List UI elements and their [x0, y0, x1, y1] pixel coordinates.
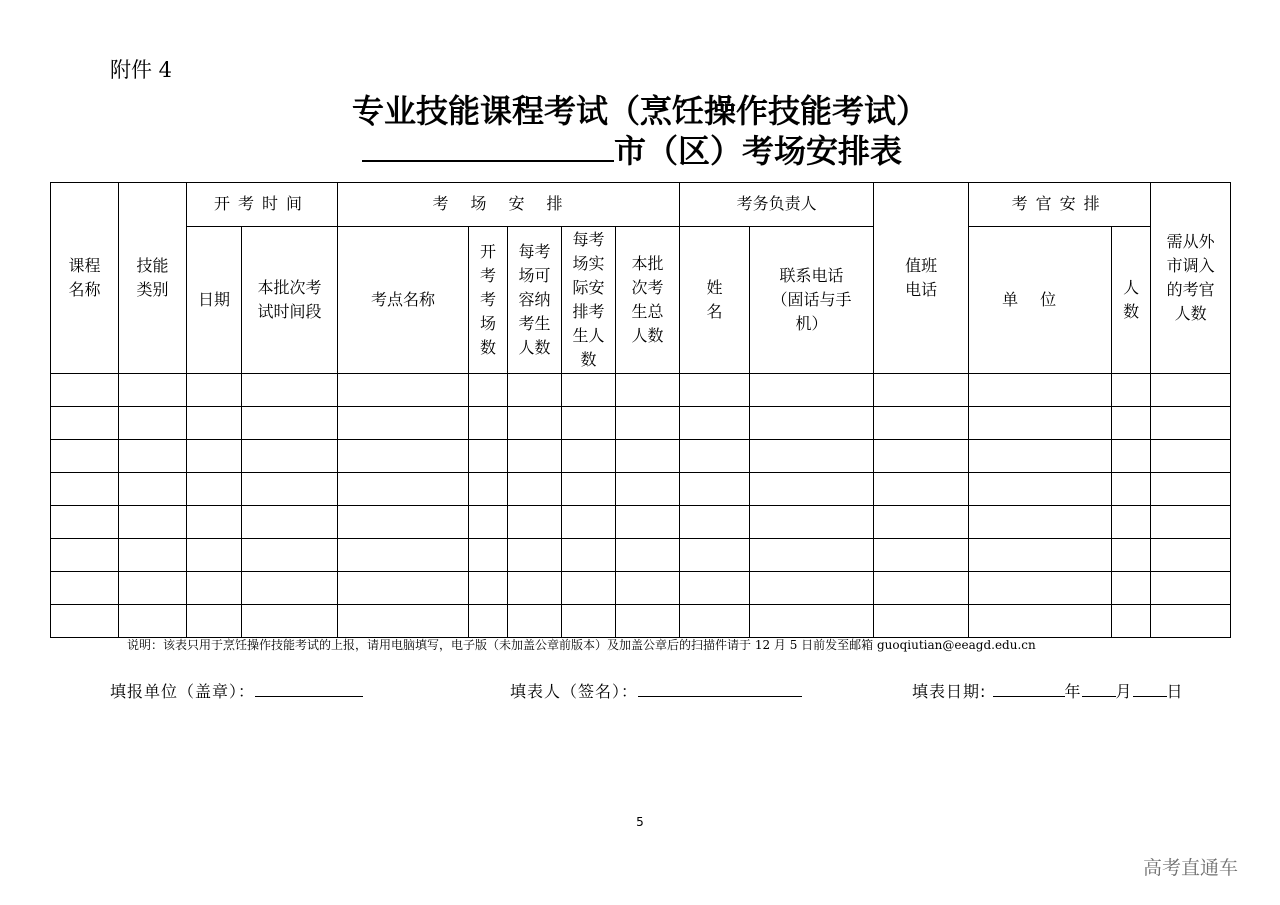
table-cell[interactable] [469, 605, 508, 638]
table-cell[interactable] [750, 440, 874, 473]
table-cell[interactable] [969, 407, 1112, 440]
table-cell[interactable] [969, 473, 1112, 506]
fill-unit-label: 填报单位（盖章）： [110, 682, 256, 701]
table-cell[interactable] [242, 407, 338, 440]
table-cell[interactable] [874, 572, 969, 605]
table-cell[interactable] [187, 572, 242, 605]
table-cell[interactable] [119, 440, 187, 473]
table-cell[interactable] [750, 605, 874, 638]
city-blank-line [362, 130, 614, 162]
filler-line[interactable] [638, 678, 802, 697]
header-external-examiners: 需从外市调入的考官人数 [1151, 183, 1231, 374]
table-cell[interactable] [338, 539, 469, 572]
table-cell[interactable] [119, 572, 187, 605]
header-time-period: 本批次考试时间段 [242, 227, 338, 374]
table-cell[interactable] [680, 572, 750, 605]
header-examiner-group: 考官安排 [969, 183, 1151, 227]
table-cell[interactable] [242, 572, 338, 605]
table-cell[interactable] [1112, 539, 1151, 572]
table-cell[interactable] [750, 506, 874, 539]
header-site-group: 考场安排 [338, 183, 680, 227]
fill-unit-line[interactable] [255, 678, 363, 697]
table-cell[interactable] [1112, 572, 1151, 605]
table-cell[interactable] [51, 374, 119, 407]
table-cell[interactable] [969, 374, 1112, 407]
table-cell[interactable] [51, 473, 119, 506]
table-cell[interactable] [187, 407, 242, 440]
table-cell[interactable] [338, 506, 469, 539]
table-cell[interactable] [680, 473, 750, 506]
month-line[interactable] [1082, 678, 1116, 697]
table-cell[interactable] [51, 572, 119, 605]
table-cell[interactable] [1112, 605, 1151, 638]
header-course-name: 课程名称 [51, 183, 119, 374]
table-cell[interactable] [562, 407, 616, 440]
table-cell[interactable] [1112, 506, 1151, 539]
table-cell[interactable] [750, 539, 874, 572]
table-cell[interactable] [616, 539, 680, 572]
table-cell[interactable] [508, 473, 562, 506]
table-cell[interactable] [616, 374, 680, 407]
header-exam-time-group: 开考时间 [187, 183, 338, 227]
header-contact-phone: 联系电话（固话与手机） [750, 227, 874, 374]
table-cell[interactable] [508, 374, 562, 407]
table-cell[interactable] [874, 539, 969, 572]
header-person-name: 姓名 [680, 227, 750, 374]
header-actual-assigned: 每考场实际安排考生人数 [562, 227, 616, 374]
watermark: 高考直通车 [1143, 857, 1239, 879]
table-cell[interactable] [242, 440, 338, 473]
page-number: 5 [636, 815, 644, 829]
table-cell[interactable] [750, 407, 874, 440]
table-cell[interactable] [562, 539, 616, 572]
table-cell[interactable] [1112, 374, 1151, 407]
table-cell[interactable] [969, 572, 1112, 605]
header-room-capacity: 每考场可容纳考生人数 [508, 227, 562, 374]
table-cell[interactable] [187, 539, 242, 572]
table-row [51, 440, 1231, 473]
table-cell[interactable] [469, 473, 508, 506]
table-row [51, 539, 1231, 572]
table-row [51, 506, 1231, 539]
year-line[interactable] [993, 678, 1065, 697]
table-cell[interactable] [750, 473, 874, 506]
table-cell[interactable] [562, 374, 616, 407]
table-cell[interactable] [187, 506, 242, 539]
table-cell[interactable] [119, 605, 187, 638]
table-cell[interactable] [562, 473, 616, 506]
table-cell[interactable] [616, 605, 680, 638]
table-cell[interactable] [1151, 539, 1231, 572]
header-room-count: 开考考场数 [469, 227, 508, 374]
exam-arrangement-table [50, 182, 1231, 638]
table-cell[interactable] [119, 407, 187, 440]
filler-field [510, 678, 802, 702]
table-cell[interactable] [469, 572, 508, 605]
document-subtitle [362, 126, 902, 172]
table-cell[interactable] [680, 440, 750, 473]
table-cell[interactable] [1112, 473, 1151, 506]
table-row [51, 572, 1231, 605]
table-cell[interactable] [616, 506, 680, 539]
attachment-label: 附件 4 [110, 58, 173, 82]
table-cell[interactable] [508, 407, 562, 440]
table-cell[interactable] [508, 440, 562, 473]
table-cell[interactable] [969, 605, 1112, 638]
header-date: 日期 [187, 227, 242, 374]
table-cell[interactable] [680, 539, 750, 572]
table-cell[interactable] [119, 539, 187, 572]
header-skill-type: 技能类别 [119, 183, 187, 374]
table-cell[interactable] [508, 539, 562, 572]
table-cell[interactable] [969, 506, 1112, 539]
table-cell[interactable] [680, 407, 750, 440]
table-cell[interactable] [469, 440, 508, 473]
table-cell[interactable] [1112, 407, 1151, 440]
table-body [51, 374, 1231, 638]
table-cell[interactable] [616, 407, 680, 440]
table-cell[interactable] [874, 440, 969, 473]
table-cell[interactable] [562, 506, 616, 539]
table-cell[interactable] [51, 605, 119, 638]
table-cell[interactable] [616, 572, 680, 605]
fill-date-label: 填表日期: [912, 682, 987, 701]
table-cell[interactable] [562, 605, 616, 638]
table-cell[interactable] [750, 572, 874, 605]
table-cell[interactable] [119, 506, 187, 539]
table-cell[interactable] [874, 506, 969, 539]
fill-date-field [912, 678, 1184, 702]
table-row [51, 605, 1231, 638]
table-cell[interactable] [242, 473, 338, 506]
table-cell[interactable] [874, 407, 969, 440]
table-cell[interactable] [750, 374, 874, 407]
table-cell[interactable] [874, 374, 969, 407]
fill-unit-field [110, 678, 363, 702]
table-cell[interactable] [187, 473, 242, 506]
table-cell[interactable] [680, 374, 750, 407]
table-cell[interactable] [119, 374, 187, 407]
table-cell[interactable] [469, 374, 508, 407]
table-cell[interactable] [1151, 374, 1231, 407]
year-label: 年 [1064, 682, 1082, 701]
table-cell[interactable] [51, 440, 119, 473]
table-cell[interactable] [51, 506, 119, 539]
table-cell[interactable] [1151, 473, 1231, 506]
table-cell[interactable] [51, 539, 119, 572]
day-line[interactable] [1133, 678, 1167, 697]
table-cell[interactable] [562, 572, 616, 605]
note-text: 说明：该表只用于烹饪操作技能考试的上报，请用电脑填写，电子版（未加盖公章前版本）及加盖公章后的扫描件请于 12 月 5 日前发至邮箱 guoqiutian@eeagd.edu.cn [127, 638, 1036, 652]
table-cell[interactable] [338, 473, 469, 506]
table-row [51, 374, 1231, 407]
table-cell[interactable] [1112, 440, 1151, 473]
document-subtitle-text: 市（区）考场安排表 [614, 132, 903, 170]
table-cell[interactable] [469, 539, 508, 572]
table-cell[interactable] [1151, 440, 1231, 473]
table-cell[interactable] [119, 473, 187, 506]
header-batch-total: 本批次考生总人数 [616, 227, 680, 374]
table-row [51, 473, 1231, 506]
table-cell[interactable] [242, 506, 338, 539]
table-cell[interactable] [187, 440, 242, 473]
table-cell[interactable] [969, 539, 1112, 572]
table-cell[interactable] [338, 440, 469, 473]
table-cell[interactable] [508, 605, 562, 638]
table-cell[interactable] [1151, 506, 1231, 539]
table-cell[interactable] [338, 407, 469, 440]
header-duty-phone: 值班电话 [874, 183, 969, 374]
table-cell[interactable] [1151, 572, 1231, 605]
table-cell[interactable] [338, 572, 469, 605]
table-cell[interactable] [680, 506, 750, 539]
table-cell[interactable] [338, 605, 469, 638]
document-title: 专业技能课程考试（烹饪操作技能考试） [351, 92, 928, 130]
table-cell[interactable] [616, 440, 680, 473]
filler-label: 填表人（签名）： [510, 682, 639, 701]
table-cell[interactable] [242, 374, 338, 407]
table-cell[interactable] [874, 473, 969, 506]
header-examiner-unit: 单位 [969, 227, 1112, 374]
table-cell[interactable] [187, 605, 242, 638]
header-person-group: 考务负责人 [680, 183, 874, 227]
table-cell[interactable] [469, 407, 508, 440]
table-cell[interactable] [187, 374, 242, 407]
table-cell[interactable] [1151, 407, 1231, 440]
table-cell[interactable] [508, 572, 562, 605]
table-cell[interactable] [469, 506, 508, 539]
table-cell[interactable] [338, 374, 469, 407]
table-cell[interactable] [562, 440, 616, 473]
table-cell[interactable] [51, 407, 119, 440]
table-cell[interactable] [1151, 605, 1231, 638]
table-cell[interactable] [242, 539, 338, 572]
day-label: 日 [1166, 682, 1184, 701]
table-row [51, 407, 1231, 440]
table-cell[interactable] [680, 605, 750, 638]
table-cell[interactable] [969, 440, 1112, 473]
table-cell[interactable] [616, 473, 680, 506]
header-site-name: 考点名称 [338, 227, 469, 374]
table-cell[interactable] [874, 605, 969, 638]
month-label: 月 [1115, 682, 1133, 701]
table-cell[interactable] [242, 605, 338, 638]
header-examiner-count: 人数 [1112, 227, 1151, 374]
table-cell[interactable] [508, 506, 562, 539]
